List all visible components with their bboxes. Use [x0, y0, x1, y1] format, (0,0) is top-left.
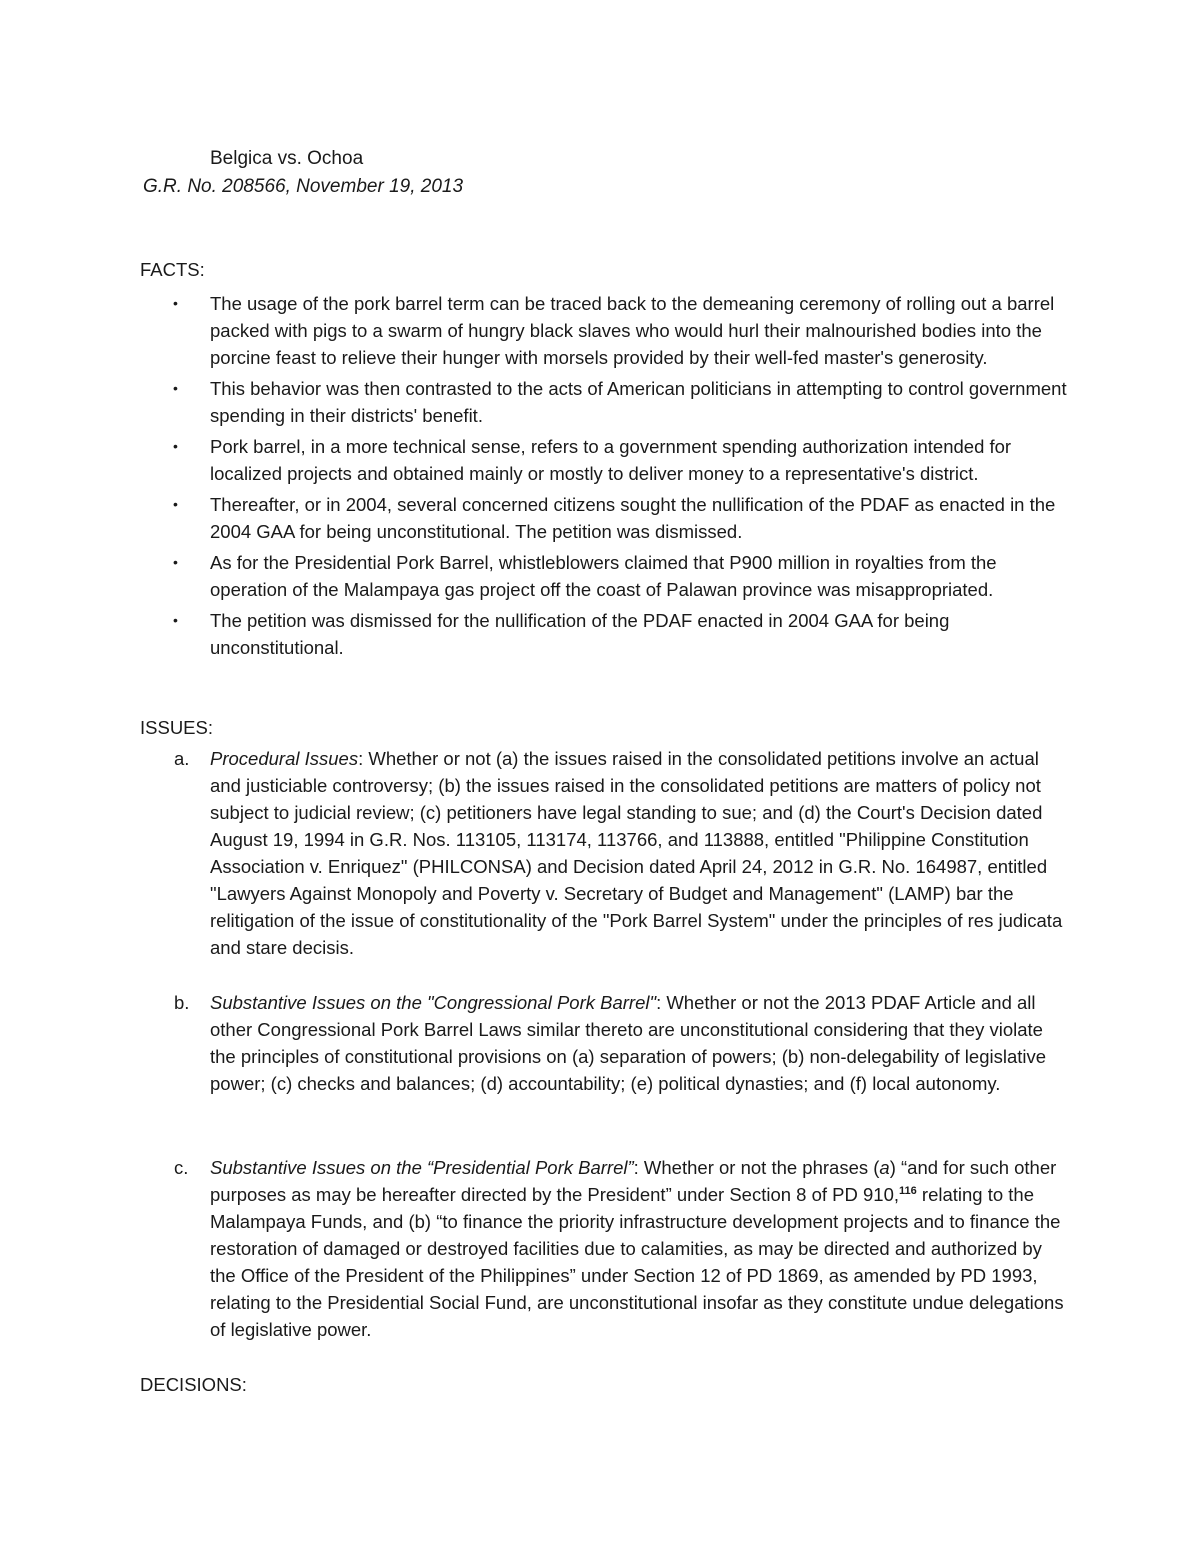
case-title: Belgica vs. Ochoa	[210, 148, 364, 169]
fact-text: The petition was dismissed for the nullification of the PDAF enacted in 2004 GAA for being unconstitutional.	[210, 610, 950, 658]
issue-text-italic: a	[879, 1157, 890, 1178]
issue-procedural	[0, 745, 1200, 961]
issue-marker: a.	[174, 748, 190, 769]
fact-text: The usage of the pork barrel term can be traced back to the demeaning ceremony of rolling out a barrel packed with pigs to a swarm of hungry black slaves who would hurl their malnourished bodies into the porcine feast to relieve their hunger with morsels provided by their well-fed master's generosity.	[210, 293, 1055, 368]
issue-congressional	[0, 989, 1200, 1097]
issue-presidential	[0, 1154, 1200, 1343]
bullet-icon: •	[173, 612, 178, 628]
fact-item	[0, 607, 1200, 661]
bullet-icon: •	[173, 496, 178, 512]
issue-marker: b.	[174, 992, 190, 1013]
fact-text: This behavior was then contrasted to the acts of American politicians in attempting to control government spending in their districts' benefit.	[210, 378, 1067, 426]
fact-text: As for the Presidential Pork Barrel, whistleblowers claimed that P900 million in royalties from the operation of the Malampaya gas project off the coast of Palawan province was misappropriated.	[210, 552, 997, 600]
fact-item	[0, 491, 1200, 545]
fact-item	[0, 290, 1200, 371]
bullet-icon: •	[173, 295, 178, 311]
bullet-icon: •	[173, 438, 178, 454]
bullet-icon: •	[173, 380, 178, 396]
fact-text: Pork barrel, in a more technical sense, refers to a government spending authorization intended for localized projects and obtained mainly or mostly to deliver money to a representative's district.	[210, 436, 1012, 484]
footnote-ref[interactable]: 116	[899, 1184, 917, 1197]
issue-label: Procedural Issues	[210, 748, 359, 769]
issue-marker: c.	[174, 1157, 189, 1178]
facts-list	[0, 290, 1200, 665]
fact-item	[0, 375, 1200, 429]
issue-text: : Whether or not the phrases (	[633, 1157, 880, 1178]
fact-text: Thereafter, or in 2004, several concerned citizens sought the nullification of the PDAF as enacted in the 2004 GAA for being unconstitutional. The petition was dismissed.	[210, 494, 1056, 542]
issue-body	[0, 745, 1200, 961]
decisions-heading: DECISIONS:	[140, 1374, 247, 1395]
case-citation: G.R. No. 208566, November 19, 2013	[143, 176, 464, 197]
fact-item	[0, 433, 1200, 487]
issue-text: relating to the Malampaya Funds, and (b) “to finance the priority infrastructure development projects and to finance the restoration of damaged or destroyed facilities due to calamities, as may be directed and authorized by the Office of the President of the Philippines” under Section 12 of PD 1869, as amended by PD 1993, relating to the Presidential Social Fund, are unconstitutional insofar as they constitute undue delegations of legislative power.	[210, 1184, 1064, 1340]
issue-text: : Whether or not the 2013 PDAF Article and all other Congressional Pork Barrel Laws similar thereto are unconstitutional considering that they violate the principles of constitutional provisions on (a) separation of powers; (b) non-delegability of legislative power; (c) checks and balances; (d) accountability; (e) political dynasties; and (f) local autonomy.	[210, 992, 1047, 1094]
issue-label: Substantive Issues on the “Presidential Pork Barrel”	[210, 1157, 634, 1178]
issue-text: ) “and for such other purposes as may be hereafter directed by the President” under Section 8 of PD 910,	[210, 1157, 1057, 1205]
facts-heading: FACTS:	[140, 259, 205, 280]
issue-body	[0, 1154, 1200, 1343]
issues-heading: ISSUES:	[140, 717, 213, 738]
issue-text: : Whether or not (a) the issues raised in the consolidated petitions involve an actual and justiciable controversy; (b) the issues raised in the consolidated petitions are matters of policy not subject to judicial review; (c) petitioners have legal standing to sue; and (d) the Court's Decision dated August 19, 1994 in G.R. Nos. 113105, 113174, 113766, and 113888, entitled "Philippine Constitution Association v. Enriquez" (PHILCONSA) and Decision dated April 24, 2012 in G.R. No. 164987, entitled "Lawyers Against Monopoly and Poverty v. Secretary of Budget and Management" (LAMP) bar the relitigation of the issue of constitutionality of the "Pork Barrel System" under the principles of res judicata and stare decisis.	[210, 748, 1063, 958]
fact-item	[0, 549, 1200, 603]
issue-label: Substantive Issues on the "Congressional Pork Barrel"	[210, 992, 657, 1013]
bullet-icon: •	[173, 554, 178, 570]
